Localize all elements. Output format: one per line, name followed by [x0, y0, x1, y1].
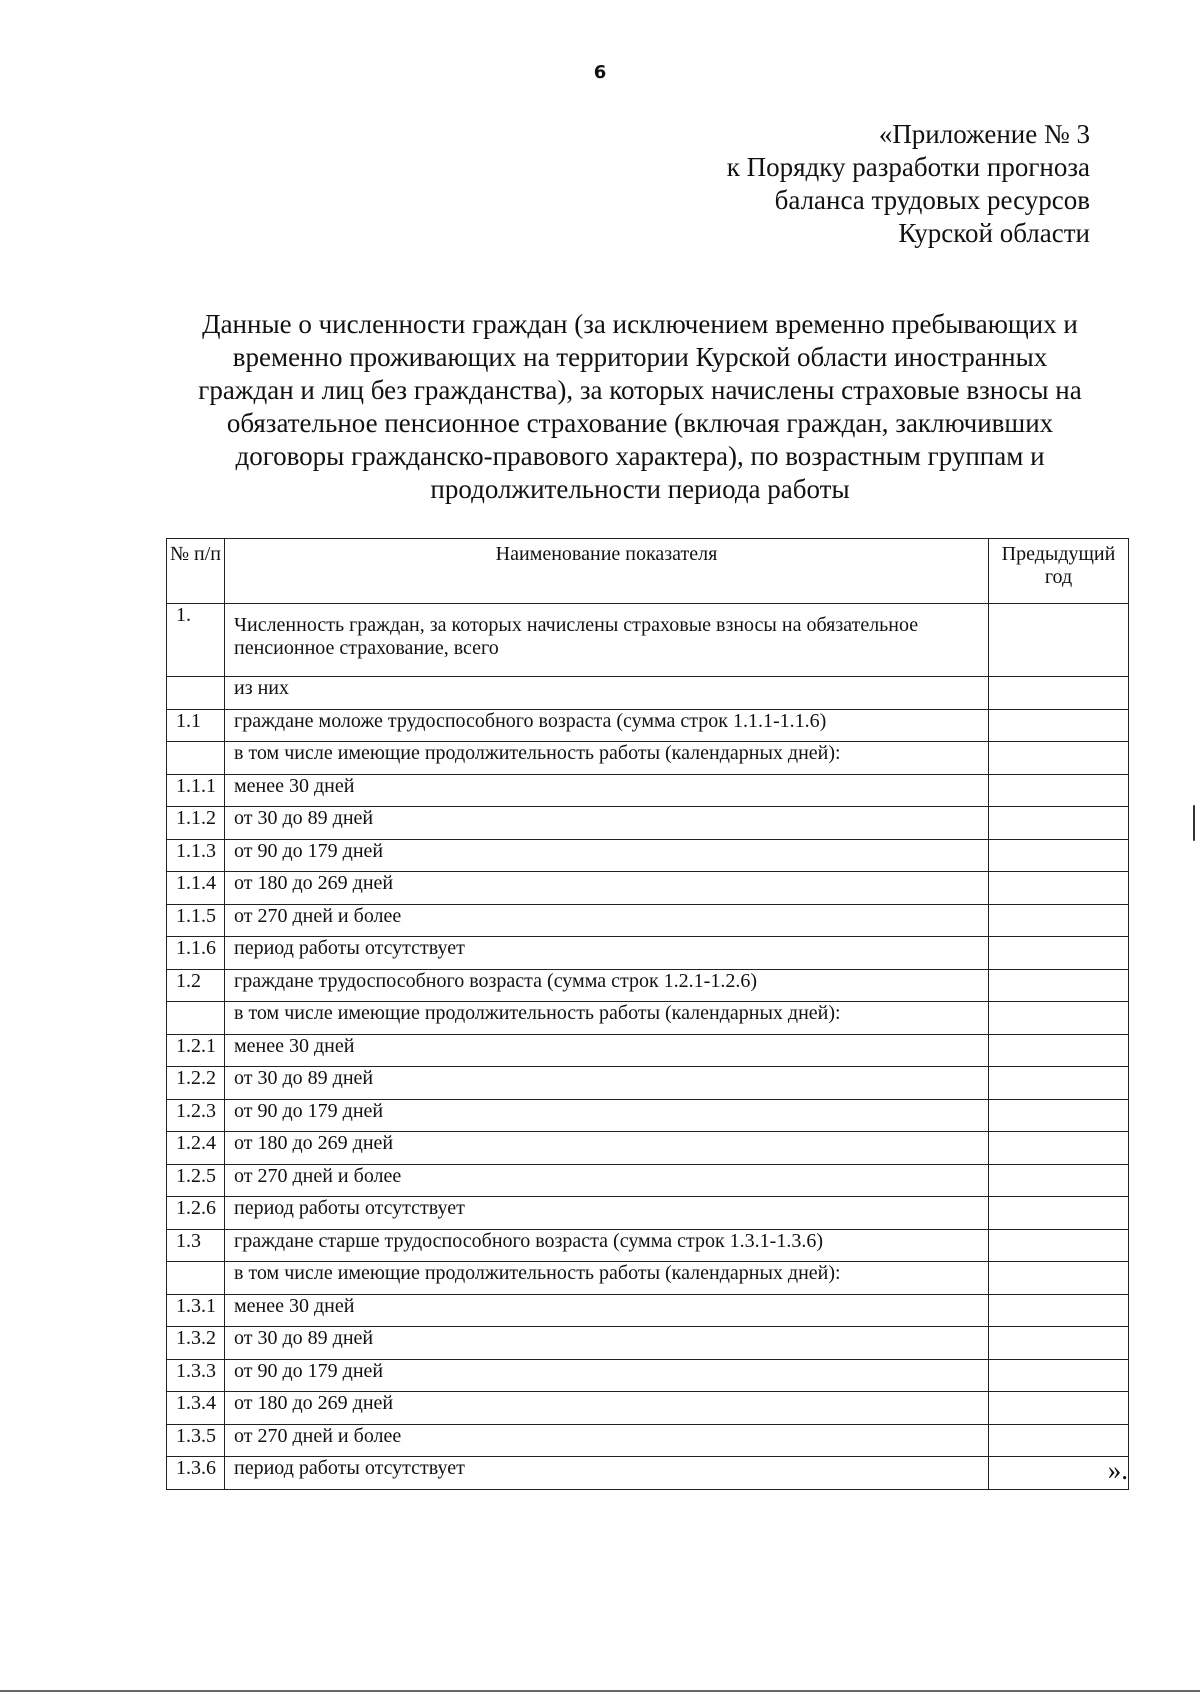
appendix-line: «Приложение № 3	[878, 119, 1090, 149]
row-number: 1.3.6	[167, 1457, 225, 1490]
page-number: 6	[593, 62, 607, 83]
row-number: 1.1.5	[167, 904, 225, 937]
prev-year-value	[989, 807, 1129, 840]
prev-year-value	[989, 1424, 1129, 1457]
prev-year-value	[989, 1099, 1129, 1132]
indicator-name: период работы отсутствует	[225, 937, 989, 970]
indicator-name: от 30 до 89 дней	[225, 1327, 989, 1360]
prev-year-value	[989, 742, 1129, 775]
row-number: 1.2.2	[167, 1067, 225, 1100]
row-number: 1.2.1	[167, 1034, 225, 1067]
table-row	[167, 1002, 1129, 1035]
row-number: 1.3.4	[167, 1392, 225, 1425]
scan-artifact	[1193, 805, 1195, 841]
row-number: 1.1.4	[167, 872, 225, 905]
table-row	[167, 1229, 1129, 1262]
indicator-name: от 270 дней и более	[225, 904, 989, 937]
table-row	[167, 774, 1129, 807]
indicator-name: от 270 дней и более	[225, 1164, 989, 1197]
prev-year-value	[989, 1034, 1129, 1067]
row-number	[167, 677, 225, 710]
prev-year-value	[989, 937, 1129, 970]
row-number: 1.1	[167, 709, 225, 742]
prev-year-value	[989, 1002, 1129, 1035]
table-row	[167, 807, 1129, 840]
table-row	[167, 1034, 1129, 1067]
header-num: № п/п	[167, 539, 225, 604]
header-prev-year: Предыдущий год	[989, 539, 1129, 604]
table-row	[167, 709, 1129, 742]
prev-year-value	[989, 1392, 1129, 1425]
prev-year-value	[989, 904, 1129, 937]
title-line: обязательное пенсионное страхование (включая граждан, заключивших	[226, 408, 1054, 438]
row-number: 1.1.2	[167, 807, 225, 840]
indicator-name: от 180 до 269 дней	[225, 1392, 989, 1425]
prev-year-value	[989, 1327, 1129, 1360]
indicator-name: граждане моложе трудоспособного возраста (сумма строк 1.1.1-1.1.6)	[225, 709, 989, 742]
indicator-name: период работы отсутствует	[225, 1197, 989, 1230]
table-body	[167, 604, 1129, 1490]
row-number	[167, 742, 225, 775]
prev-year-value	[989, 709, 1129, 742]
row-number: 1.3.5	[167, 1424, 225, 1457]
indicator-name: из них	[225, 677, 989, 710]
appendix-line: к Порядку разработки прогноза	[726, 152, 1090, 182]
table-row	[167, 1099, 1129, 1132]
header-name: Наименование показателя	[225, 539, 989, 604]
prev-year-value	[989, 969, 1129, 1002]
table-row	[167, 904, 1129, 937]
row-number: 1.2.5	[167, 1164, 225, 1197]
indicator-name: от 30 до 89 дней	[225, 1067, 989, 1100]
prev-year-value	[989, 1132, 1129, 1165]
indicator-name: Численность граждан, за которых начислены страховые взносы на обязательное пенсионное страхование, всего	[225, 604, 989, 677]
prev-year-value	[989, 1197, 1129, 1230]
appendix-line: баланса трудовых ресурсов	[774, 185, 1090, 215]
appendix-header	[727, 118, 1090, 250]
table-row	[167, 677, 1129, 710]
prev-year-value	[989, 839, 1129, 872]
appendix-line: Курской области	[898, 218, 1090, 248]
indicator-name: менее 30 дней	[225, 774, 989, 807]
row-number: 1.2.6	[167, 1197, 225, 1230]
title-line: продолжительности периода работы	[430, 474, 850, 504]
row-number: 1.2.3	[167, 1099, 225, 1132]
title-line: граждан и лиц без гражданства), за которых начислены страховые взносы на	[198, 375, 1082, 405]
table-row	[167, 1262, 1129, 1295]
indicator-name: менее 30 дней	[225, 1034, 989, 1067]
table-row	[167, 742, 1129, 775]
row-number: 1.3	[167, 1229, 225, 1262]
prev-year-value	[989, 1229, 1129, 1262]
indicator-name: от 90 до 179 дней	[225, 1359, 989, 1392]
indicator-name: менее 30 дней	[225, 1294, 989, 1327]
prev-year-value	[989, 1067, 1129, 1100]
table-row	[167, 1294, 1129, 1327]
indicator-name: от 90 до 179 дней	[225, 1099, 989, 1132]
prev-year-value	[989, 774, 1129, 807]
table-row	[167, 839, 1129, 872]
table-row	[167, 1132, 1129, 1165]
row-number: 1.1.3	[167, 839, 225, 872]
table-row	[167, 1392, 1129, 1425]
indicator-name: от 180 до 269 дней	[225, 1132, 989, 1165]
title-line: Данные о численности граждан (за исключением временно пребывающих и	[202, 309, 1078, 339]
row-number: 1.3.1	[167, 1294, 225, 1327]
document-title	[160, 308, 1120, 506]
indicator-name: граждане старше трудоспособного возраста (сумма строк 1.3.1-1.3.6)	[225, 1229, 989, 1262]
indicator-name: период работы отсутствует	[225, 1457, 989, 1490]
prev-year-value	[989, 604, 1129, 677]
indicator-name: от 90 до 179 дней	[225, 839, 989, 872]
indicators-table	[166, 538, 1129, 1490]
indicator-name: от 180 до 269 дней	[225, 872, 989, 905]
prev-year-value	[989, 1262, 1129, 1295]
indicator-name: в том числе имеющие продолжительность работы (календарных дней):	[225, 1002, 989, 1035]
table-row	[167, 1359, 1129, 1392]
row-number: 1.2	[167, 969, 225, 1002]
table-row	[167, 1424, 1129, 1457]
closing-quote: ».	[1107, 1455, 1128, 1485]
prev-year-value	[989, 1164, 1129, 1197]
table-row	[167, 872, 1129, 905]
row-number	[167, 1262, 225, 1295]
row-number: 1.1.1	[167, 774, 225, 807]
prev-year-value	[989, 1359, 1129, 1392]
prev-year-value	[989, 872, 1129, 905]
row-number: 1.	[167, 604, 225, 677]
table-row	[167, 1457, 1129, 1490]
table-row	[167, 1197, 1129, 1230]
prev-year-value	[989, 1294, 1129, 1327]
table-header-row	[167, 539, 1129, 604]
prev-year-value	[989, 677, 1129, 710]
table-row	[167, 1067, 1129, 1100]
row-number: 1.2.4	[167, 1132, 225, 1165]
indicator-name: в том числе имеющие продолжительность работы (календарных дней):	[225, 1262, 989, 1295]
scan-edge-line	[0, 1690, 1200, 1692]
indicator-name: от 270 дней и более	[225, 1424, 989, 1457]
indicator-name: в том числе имеющие продолжительность работы (календарных дней):	[225, 742, 989, 775]
row-number: 1.1.6	[167, 937, 225, 970]
row-number	[167, 1002, 225, 1035]
table-row	[167, 969, 1129, 1002]
table-row	[167, 604, 1129, 677]
indicator-name: от 30 до 89 дней	[225, 807, 989, 840]
title-line: договоры гражданско-правового характера), по возрастным группам и	[235, 441, 1045, 471]
title-line: временно проживающих на территории Курской области иностранных	[232, 342, 1048, 372]
table-row	[167, 937, 1129, 970]
row-number: 1.3.2	[167, 1327, 225, 1360]
row-number: 1.3.3	[167, 1359, 225, 1392]
table-row	[167, 1327, 1129, 1360]
table-row	[167, 1164, 1129, 1197]
indicator-name: граждане трудоспособного возраста (сумма строк 1.2.1-1.2.6)	[225, 969, 989, 1002]
